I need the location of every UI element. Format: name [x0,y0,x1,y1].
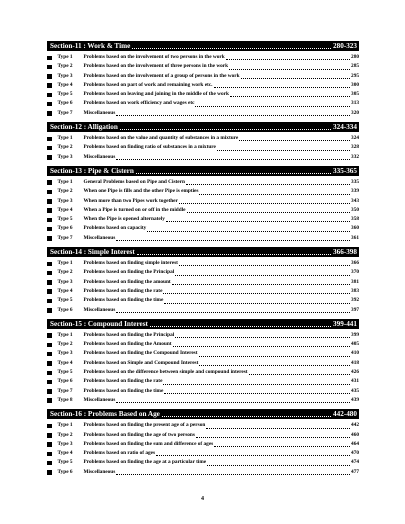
entry-page-number: 320 [351,109,359,116]
entry-page-number: 474 [351,459,359,466]
entry-title: Problems based on part of work and remaining work etc. [83,81,213,88]
section-title: Section-16 : Problems Based on Age [50,410,160,419]
square-bullet-icon [47,389,52,394]
entry-type-label: Type 2 [57,63,73,70]
entry-type-label: Type 6 [57,378,73,385]
entry-title: Miscellaneous [83,153,116,160]
entry-page-number: 418 [351,359,359,366]
entry-page-number: 435 [351,387,359,394]
entry-title: Miscellaneous [83,234,116,241]
toc-entry [47,340,359,349]
entry-type-label: Type 3 [57,72,73,79]
square-bullet-icon [47,218,52,223]
section-header [47,319,359,329]
entry-type-label: Type 1 [57,178,73,185]
entry-type-label: Type 2 [57,341,73,348]
toc-entry [47,99,359,108]
dot-leader [229,68,350,70]
entry-type-label: Type 4 [57,206,73,213]
dot-leader [186,183,350,185]
entry-title: Problems based on ratio of ages [83,450,156,457]
toc-entry [47,143,359,152]
entry-type-label: Type 2 [57,144,73,151]
square-bullet-icon [47,433,52,438]
entry-title: Problems based on Simple and Compound Interest [83,359,199,366]
entry-page-number: 328 [351,144,359,151]
dot-leader [196,436,350,438]
square-bullet-icon [47,299,52,304]
square-bullet-icon [47,262,52,267]
toc-entry [47,234,359,243]
square-bullet-icon [47,83,52,88]
toc-entry [47,178,359,187]
entry-page-number: 381 [351,278,359,285]
square-bullet-icon [47,271,52,276]
entry-title: Problems based on the involvement of a group of persons in the work [83,72,240,79]
toc-entry [47,197,359,206]
entry-page-number: 477 [351,468,359,475]
toc-entry [47,431,359,440]
entry-page-number: 332 [351,153,359,160]
square-bullet-icon [47,137,52,142]
entry-title: Miscellaneous [83,109,116,116]
entry-page-number: 470 [351,450,359,457]
entry-title: Miscellaneous [83,396,116,403]
entry-page-number: 305 [351,91,359,98]
toc-entry [47,449,359,458]
dot-leader [116,401,350,403]
square-bullet-icon [47,333,52,338]
dot-leader [226,58,350,60]
entry-page-number: 397 [351,306,359,313]
entry-type-label: Type 5 [57,297,73,304]
entry-page-number: 392 [351,297,359,304]
entry-type-label: Type 4 [57,450,73,457]
square-bullet-icon [47,308,52,313]
dot-leader [187,211,351,213]
square-bullet-icon [47,65,52,70]
entry-title: When more than two Pipes work together [83,197,178,204]
section-title: Section-11 : Work & Time [50,42,131,50]
entry-title: Problems based on finding the rate [83,287,163,294]
entry-title: General Problems based on Pipe and Cistern [83,178,185,185]
dot-leader [116,114,350,116]
square-bullet-icon [47,199,52,204]
section-title: Section-12 : Alligation [50,123,118,132]
entry-type-label: Type 1 [57,260,73,267]
entry-page-number: 426 [351,369,359,376]
section-page-range: 366-398 [333,248,357,257]
entry-type-label: Type 3 [57,440,73,447]
dot-leader [179,264,350,266]
square-bullet-icon [47,190,52,195]
square-bullet-icon [47,74,52,79]
table-of-contents [47,37,359,477]
toc-entry [47,259,359,268]
entry-title: Problems based on finding the sum and difference of ages [83,440,214,447]
toc-entry [47,468,359,477]
dot-leader [241,77,350,79]
toc-entry [47,359,359,368]
entry-type-label: Type 8 [57,396,73,403]
entry-title: Problems based on finding the present age of a person [83,422,206,429]
square-bullet-icon [47,208,52,213]
section-header [47,166,359,176]
entry-title: Problems based on finding the age of two persons [83,431,195,438]
entry-page-number: 439 [351,396,359,403]
toc-entry [47,440,359,449]
square-bullet-icon [47,155,52,160]
entry-title: Problems based on the involvement of three persons in the work [83,63,229,70]
section-page-range: 442-480 [333,410,357,419]
square-bullet-icon [47,452,52,457]
entry-page-number: 361 [351,234,359,241]
dot-leader [116,473,350,475]
entry-type-label: Type 6 [57,306,73,313]
toc-entry [47,224,359,233]
entry-title: Problems based on finding simple interest [83,260,178,267]
dot-leader [163,383,350,385]
square-bullet-icon [47,236,52,241]
section-page-range: 335-365 [333,166,357,175]
entry-title: Problems based on finding the amount [83,278,171,285]
dot-leader [137,253,331,255]
entry-type-label: Type 5 [57,459,73,466]
square-bullet-icon [47,289,52,294]
dot-leader [199,364,350,366]
entry-page-number: 366 [351,260,359,267]
dot-leader [164,302,350,304]
entry-type-label: Type 5 [57,91,73,98]
entry-type-label: Type 3 [57,153,73,160]
dot-leader [179,202,350,204]
section-header [47,247,359,257]
square-bullet-icon [47,280,52,285]
entry-title: When a Pipe is turned on or off in the middle [83,206,186,213]
square-bullet-icon [47,180,52,185]
dot-leader [230,95,350,97]
toc-entry [47,134,359,143]
entry-page-number: 324 [351,135,359,142]
toc-entry [47,187,359,196]
square-bullet-icon [47,470,52,475]
section-page-range: 280-323 [333,42,357,50]
entry-title: Miscellaneous [83,306,116,313]
entry-page-number: 399 [351,331,359,338]
toc-entry [47,331,359,340]
square-bullet-icon [47,398,52,403]
entry-title: Problems based on the difference between simple and compound interest [83,369,248,376]
square-bullet-icon [47,361,52,366]
entry-title: When the Pipe is opened alternately [83,216,165,223]
toc-entry [47,306,359,315]
toc-entry [47,81,359,90]
toc-entry [47,349,359,358]
entry-type-label: Type 1 [57,54,73,60]
toc-entry [47,53,359,62]
dot-leader [199,193,350,195]
square-bullet-icon [47,442,52,447]
dot-leader [175,274,350,276]
dot-leader [164,392,350,394]
entry-type-label: Type 5 [57,369,73,376]
dot-leader [175,336,350,338]
dot-leader [162,415,331,417]
square-bullet-icon [47,111,52,116]
entry-page-number: 295 [351,72,359,79]
entry-type-label: Type 6 [57,100,73,107]
entry-page-number: 405 [351,341,359,348]
section-title: Section-14 : Simple Interest [50,248,135,257]
dot-leader [195,105,350,107]
entry-title: Problems based on finding the time [83,297,164,304]
square-bullet-icon [47,227,52,232]
toc-entry [47,278,359,287]
dot-leader [199,355,351,357]
entry-type-label: Type 7 [57,234,73,241]
dot-leader [132,47,331,49]
entry-title: Problems based on finding the Principal [83,331,175,338]
toc-entry [47,268,359,277]
dot-leader [207,464,350,466]
section-title: Section-15 : Compound Interest [50,319,148,328]
toc-entry [47,109,359,118]
entry-title: Problems based on finding the Compound Interest [83,350,198,357]
entry-type-label: Type 2 [57,269,73,276]
entry-page-number: 442 [351,422,359,429]
entry-type-label: Type 7 [57,109,73,116]
entry-page-number: 464 [351,440,359,447]
square-bullet-icon [47,102,52,107]
dot-leader [214,86,351,88]
toc-entry [47,396,359,405]
entry-page-number: 285 [351,63,359,70]
entry-title: Problems based on capacity [83,225,147,232]
dot-leader [116,311,350,313]
section-title: Section-13 : Pipe & Cistern [50,166,134,175]
entry-type-label: Type 1 [57,422,73,429]
dot-leader [136,172,331,174]
section-header [47,409,359,419]
dot-leader [120,128,331,130]
page-number: 4 [201,496,204,502]
entry-title: Problems based on finding ratio of substances in a mixture [83,144,216,151]
entry-page-number: 370 [351,269,359,276]
dot-leader [172,283,350,285]
entry-title: Problems based on finding the time [83,387,164,394]
entry-page-number: 313 [351,100,359,107]
entry-title: Miscellaneous [83,468,116,475]
toc-entry [47,296,359,305]
entry-type-label: Type 4 [57,81,73,88]
dot-leader [156,454,350,456]
entry-page-number: 383 [351,287,359,294]
entry-page-number: 339 [351,188,359,195]
entry-type-label: Type 3 [57,197,73,204]
dot-leader [239,139,350,141]
entry-type-label: Type 1 [57,135,73,142]
section-page-range: 399-441 [333,319,357,328]
toc-entry [47,90,359,99]
entry-title: Problems based on the value and quantity of substances in a mixture [83,135,239,142]
entry-page-number: 360 [351,225,359,232]
entry-title: Problems based on leaving and joining in the middle of the work [83,91,229,98]
entry-type-label: Type 6 [57,225,73,232]
square-bullet-icon [47,146,52,151]
dot-leader [116,239,350,241]
entry-title: Problems based on finding the Principal [83,269,175,276]
toc-entry [47,215,359,224]
square-bullet-icon [47,343,52,348]
toc-entry [47,458,359,467]
square-bullet-icon [47,352,52,357]
dot-leader [163,292,350,294]
dot-leader [150,325,331,327]
toc-entry [47,62,359,71]
square-bullet-icon [47,93,52,98]
square-bullet-icon [47,380,52,385]
entry-page-number: 431 [351,378,359,385]
entry-page-number: 358 [351,216,359,223]
toc-entry [47,368,359,377]
entry-type-label: Type 4 [57,287,73,294]
entry-page-number: 335 [351,178,359,185]
toc-entry [47,377,359,386]
dot-leader [116,158,350,160]
entry-type-label: Type 2 [57,188,73,195]
entry-type-label: Type 6 [57,468,73,475]
toc-entry [47,387,359,396]
entry-title: Problems based on work efficiency and wages etc [83,100,195,107]
entry-type-label: Type 1 [57,331,73,338]
section-header [47,122,359,132]
square-bullet-icon [47,56,52,61]
entry-page-number: 460 [351,431,359,438]
dot-leader [217,149,350,151]
entry-type-label: Type 7 [57,387,73,394]
dot-leader [214,445,350,447]
square-bullet-icon [47,424,52,429]
entry-page-number: 280 [351,54,359,60]
entry-type-label: Type 2 [57,431,73,438]
toc-entry [47,153,359,162]
dot-leader [147,230,350,232]
entry-type-label: Type 4 [57,359,73,366]
entry-title: Problems based on finding the age at a particular time [83,459,207,466]
entry-type-label: Type 3 [57,350,73,357]
square-bullet-icon [47,461,52,466]
dot-leader [166,220,350,222]
entry-title: When one Pipe is fills and the other Pipe is empties [83,188,199,195]
toc-entry [47,421,359,430]
entry-type-label: Type 5 [57,216,73,223]
dot-leader [249,373,350,375]
entry-page-number: 410 [351,350,359,357]
section-page-range: 324-334 [333,123,357,132]
entry-page-number: 350 [351,206,359,213]
section-header [47,41,359,51]
entry-type-label: Type 3 [57,278,73,285]
dot-leader [206,427,350,429]
toc-entry [47,72,359,81]
square-bullet-icon [47,371,52,376]
toc-entry [47,206,359,215]
entry-title: Problems based on finding the Amount [83,341,172,348]
dot-leader [173,345,350,347]
toc-entry [47,287,359,296]
entry-title: Problems based on finding the rate [83,378,163,385]
entry-title: Problems based on the involvement of two persons in the work [83,54,225,60]
entry-page-number: 300 [351,81,359,88]
entry-page-number: 343 [351,197,359,204]
